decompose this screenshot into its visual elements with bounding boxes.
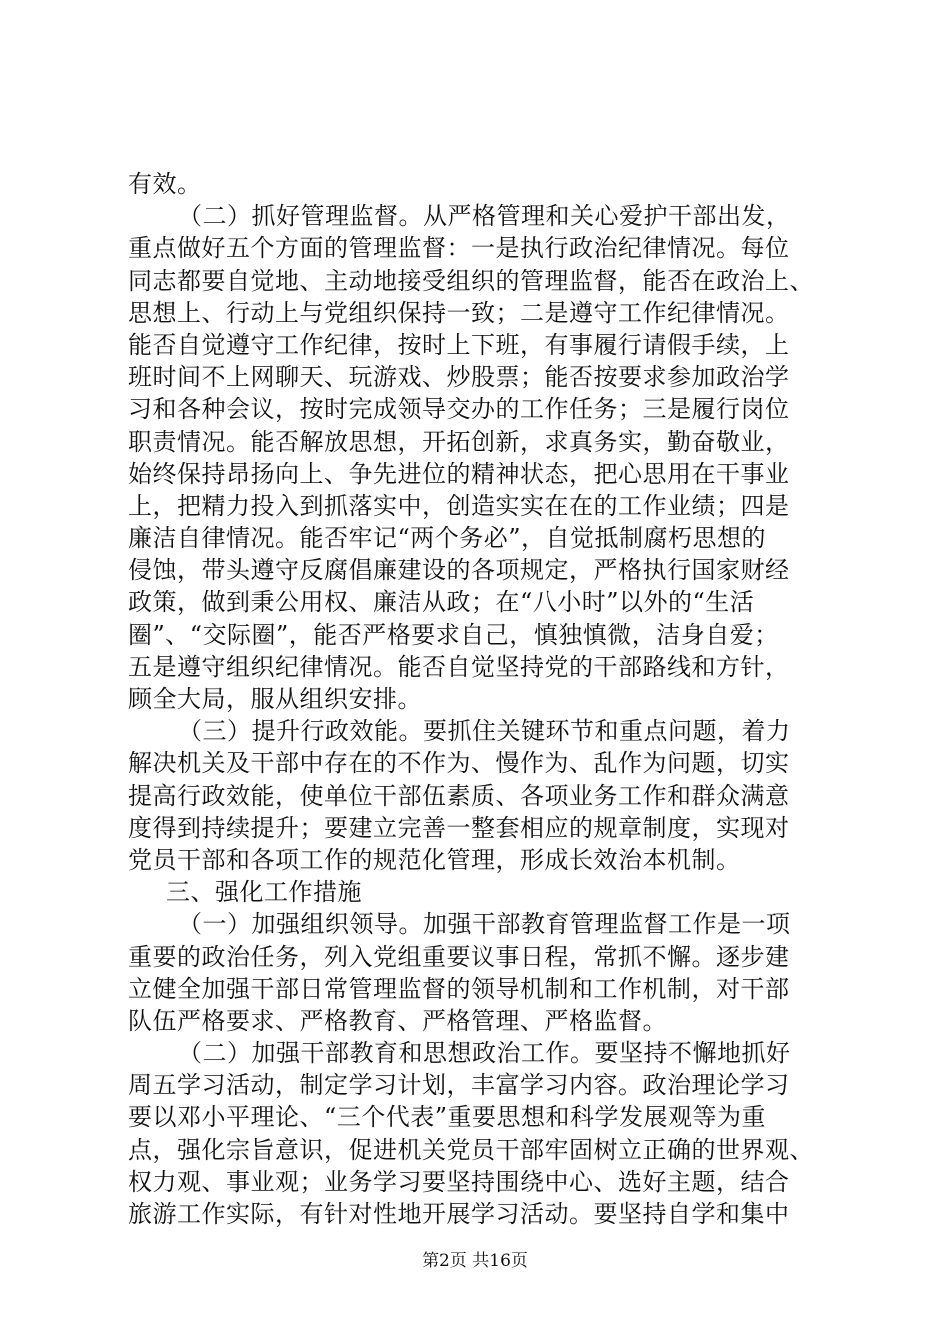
text-line: 同志都要自觉地、主动地接受组织的管理监督，能否在政治上、 xyxy=(128,266,814,295)
text-line: 党员干部和各项工作的规范化管理，形成长效治本机制。 xyxy=(128,845,741,874)
text-line: 侵蚀，带头遵守反腐倡廉建设的各项规定，严格执行国家财经 xyxy=(128,556,790,585)
text-line: 政策，做到秉公用权、廉洁从政；在“八小时”以外的“生活 xyxy=(128,588,755,617)
text-line: 点，强化宗旨意识，促进机关党员干部牢固树立正确的世界观、 xyxy=(128,1135,814,1164)
text-line: 廉洁自律情况。能否牢记“两个务必”，自觉抵制腐朽思想的 xyxy=(128,524,767,553)
section-heading: 三、强化工作措施 xyxy=(166,878,362,907)
text-line: 提高行政效能，使单位干部伍素质、各项业务工作和群众满意 xyxy=(128,781,790,810)
page-number-footer: 第2页 共16页 xyxy=(422,1251,528,1271)
text-line: 队伍严格要求、严格教育、严格管理、严格监督。 xyxy=(128,1006,667,1035)
text-line: 权力观、事业观；业务学习要坚持围绕中心、选好主题，结合 xyxy=(128,1167,790,1196)
text-line: 始终保持昂扬向上、争先进位的精神状态，把心思用在干事业 xyxy=(128,459,790,488)
text-line: 习和各种会议，按时完成领导交办的工作任务；三是履行岗位 xyxy=(128,395,790,424)
text-line: 度得到持续提升；要建立完善一整套相应的规章制度，实现对 xyxy=(128,813,790,842)
text-line: 五是遵守组织纪律情况。能否自觉坚持党的干部路线和方针， xyxy=(128,652,790,681)
text-line: （三）提升行政效能。要抓住关键环节和重点问题，着力 xyxy=(178,717,791,746)
body-text xyxy=(128,168,828,1230)
text-line: 职责情况。能否解放思想，开拓创新，求真务实，勤奋敬业， xyxy=(128,427,790,456)
text-line: 周五学习活动，制定学习计划，丰富学习内容。政治理论学习 xyxy=(128,1071,790,1100)
text-line: 重要的政治任务，列入党组重要议事日程，常抓不懈。逐步建 xyxy=(128,942,790,971)
text-line: 重点做好五个方面的管理监督：一是执行政治纪律情况。每位 xyxy=(128,234,790,263)
text-line: 要以邓小平理论、“三个代表”重要思想和科学发展观等为重 xyxy=(128,1103,767,1132)
text-line: 立健全加强干部日常管理监督的领导机制和工作机制，对干部 xyxy=(128,974,790,1003)
text-line: 能否自觉遵守工作纪律，按时上下班，有事履行请假手续，上 xyxy=(128,330,790,359)
text-line: 班时间不上网聊天、玩游戏、炒股票；能否按要求参加政治学 xyxy=(128,363,790,392)
text-line: 顾全大局，服从组织安排。 xyxy=(128,685,422,713)
text-line: （二）加强干部教育和思想政治工作。要坚持不懈地抓好 xyxy=(178,1039,791,1068)
text-line: 思想上、行动上与党组织保持一致；二是遵守工作纪律情况。 xyxy=(128,298,790,327)
text-line: 旅游工作实际，有针对性地开展学习活动。要坚持自学和集中 xyxy=(128,1200,790,1228)
text-line: （一）加强组织领导。加强干部教育管理监督工作是一项 xyxy=(178,910,791,939)
text-line: 有效。 xyxy=(128,170,202,198)
text-line: 解决机关及干部中存在的不作为、慢作为、乱作为问题，切实 xyxy=(128,749,790,778)
text-line: （二）抓好管理监督。从严格管理和关心爱护干部出发， xyxy=(178,202,791,231)
text-line: 上，把精力投入到抓落实中，创造实实在在的工作业绩；四是 xyxy=(128,491,790,520)
text-line: 圈”、“交际圈”，能否严格要求自己，慎独慎微，洁身自爱； xyxy=(128,620,779,649)
